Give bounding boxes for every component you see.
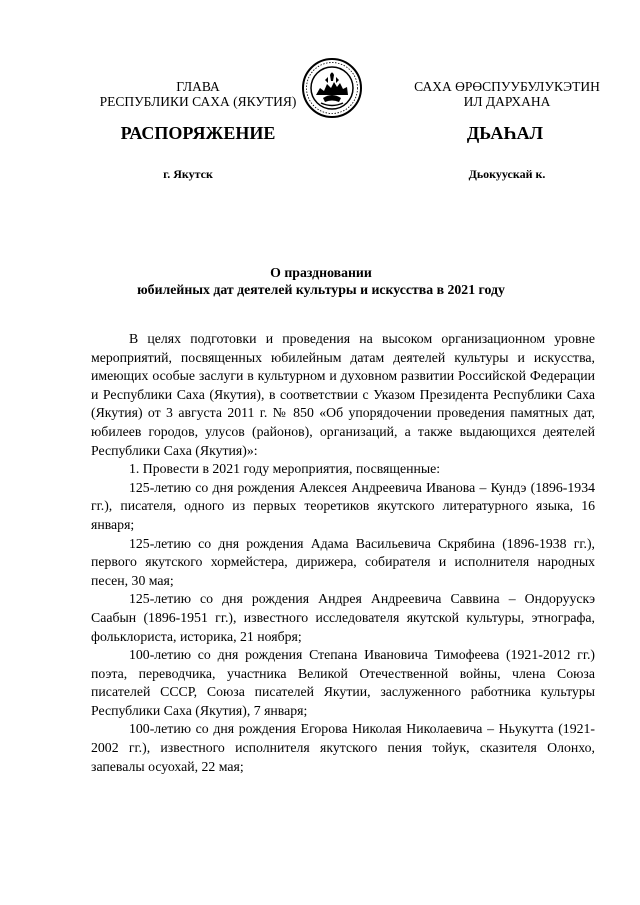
sakha-coat-of-arms-icon bbox=[301, 57, 363, 119]
issuer-republic-line: РЕСПУБЛИКИ САХА (ЯКУТИЯ) bbox=[99, 94, 297, 109]
document-type-yakut: ДЬАҺАЛ bbox=[466, 123, 544, 143]
issuer-header-russian bbox=[78, 79, 318, 109]
preamble-paragraph: В целях подготовки и проведения на высоком организационном уровне мероприятий, посвященных юбилейным датам деятелей культуры и искусства, имеющих особые заслуги в культурном и духовном развитии Российской Федерации и Республики Саха (Якутия), в соответствии с Указом Президента Республики Саха (Якутия) от 3 августа 2011 г. № 850 «Об упорядочении проведения памятных дат, юбилеев городов, улусов (районов), организаций, а также выдающихся деятелей Республики Саха (Якутия)»: bbox=[91, 331, 595, 458]
city-russian: г. Якутск bbox=[163, 167, 213, 181]
clause-1-paragraph: 1. Провести в 2021 году мероприятия, посвященные: bbox=[129, 461, 441, 477]
issuer-republic-line-yakut: САХА ӨРӨСПУУБУЛУКЭТИН bbox=[414, 79, 600, 94]
issuer-title-line: ГЛАВА bbox=[176, 79, 220, 94]
subject-line-2: юбилейных дат деятелей культуры и искусства в 2021 году bbox=[137, 282, 505, 297]
issuer-title-line-yakut: ИЛ ДАРХАНА bbox=[463, 94, 551, 109]
anniversary-item: 125-летию со дня рождения Алексея Андреевича Иванова – Кундэ (1896-1934 гг.), писателя, одного из первых теоретиков якутского литературного языка, 16 января; bbox=[91, 479, 595, 532]
anniversary-item: 100-летию со дня рождения Егорова Николая Николаевича – Ньукутта (1921-2002 гг.), известного исполнителя якутского пения тойук, сказителя Олонхо, запевалы осуохай, 22 мая; bbox=[91, 721, 595, 774]
document-type-russian: РАСПОРЯЖЕНИЕ bbox=[120, 123, 276, 143]
issuer-header-yakut bbox=[382, 79, 632, 109]
anniversary-item: 125-летию со дня рождения Адама Васильевича Скрябина (1896-1938 гг.), первого якутского хормейстера, дирижера, собирателя и исполнителя народных песен, 30 мая; bbox=[91, 535, 595, 588]
document-subject bbox=[80, 264, 562, 298]
subject-line-1: О праздновании bbox=[270, 265, 372, 280]
document-body bbox=[91, 330, 595, 776]
anniversary-item: 100-летию со дня рождения Степана Ивановича Тимофеева (1921-2012 гг.) поэта, переводчика, участника Великой Отечественной войны, члена Союза писателей СССР, Союза писателей Якутии, заслуженного работника культуры Республики Саха (Якутия), 7 января; bbox=[91, 647, 595, 718]
anniversary-item: 125-летию со дня рождения Андрея Андреевича Саввина – Ондоруускэ Саабын (1896-1951 гг.), известного исследователя якутской культуры, этнографа, фольклориста, историка, 21 ноября; bbox=[91, 591, 595, 644]
city-yakut: Дьокуускай к. bbox=[468, 167, 546, 181]
